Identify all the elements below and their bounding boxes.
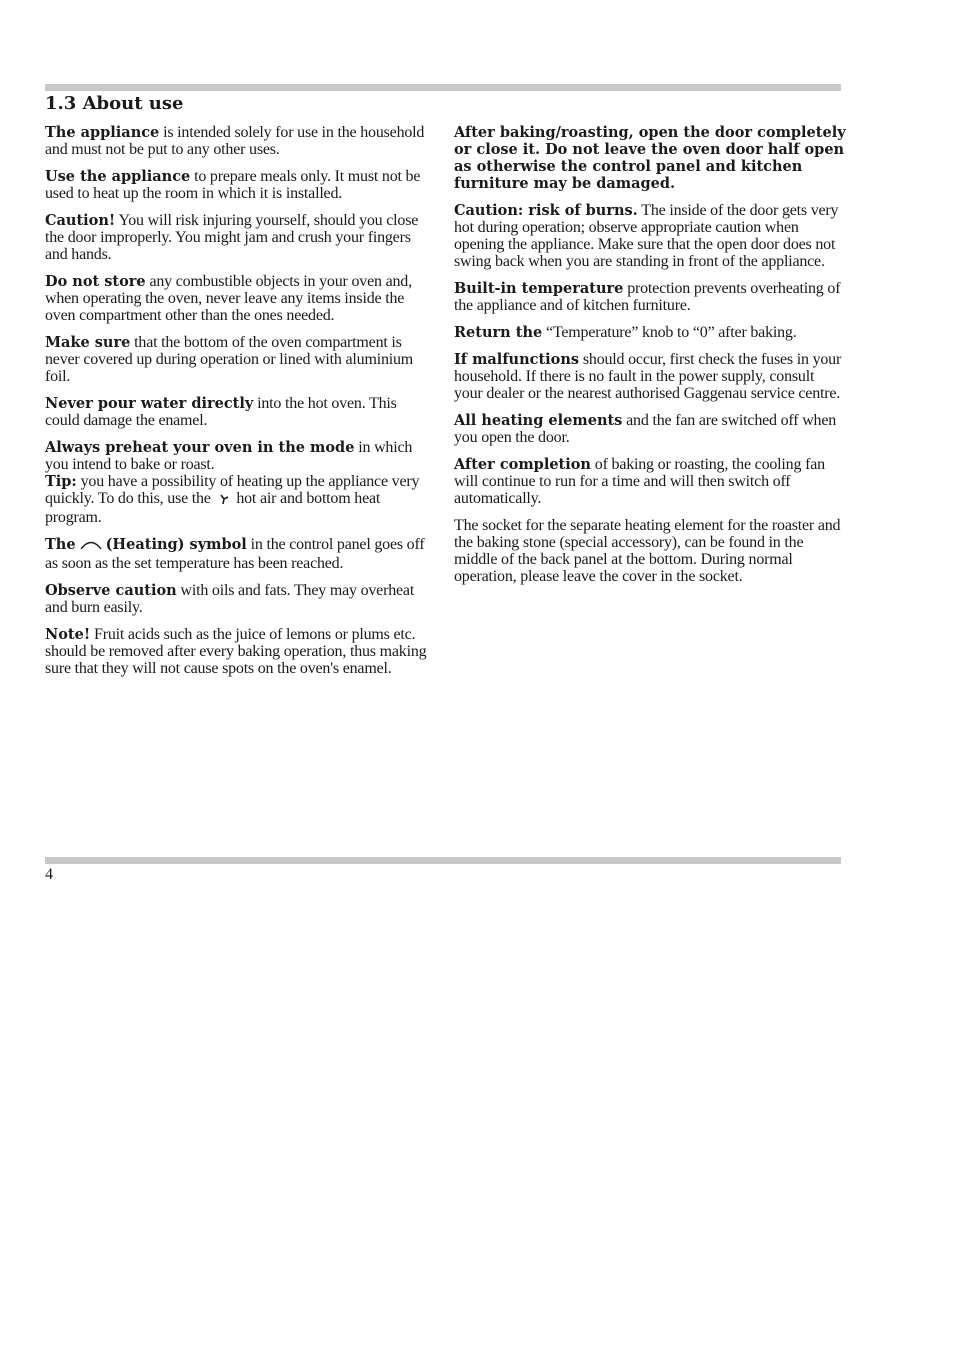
paragraph-risk-of-burns: Caution: risk of burns. The inside of the door gets very hot during operation; observe appropriate caution when opening the appliance. Make sure that the open door does not swing back when you are standing in front of the appliance.: [454, 202, 839, 270]
right-column: [454, 124, 846, 595]
paragraph-make-sure: Make sure that the bottom of the oven compartment is never covered up during operation or lined with aluminium foil.: [45, 334, 414, 385]
fan-heat-icon: [218, 492, 230, 509]
paragraph-return-knob: Return the “Temperature” knob to “0” after baking.: [454, 324, 797, 341]
bottom-rule: [45, 857, 841, 864]
paragraph-heating-symbol: The (Heating) symbol in the control panel goes off as soon as the set temperature has been reached.: [45, 536, 425, 572]
paragraph-built-in-temperature: Built-in temperature protection prevents overheating of the appliance and of kitchen furniture.: [454, 280, 841, 314]
paragraph-appliance: The appliance is intended solely for use in the household and must not be put to any other uses.: [45, 124, 425, 158]
paragraph-caution: Caution! You will risk injuring yourself, should you close the door improperly. You might jam and crush your fingers and hands.: [45, 212, 419, 263]
paragraph-door-warning: After baking/roasting, open the door completely or close it. Do not leave the oven door half open as otherwise the control panel and kitchen furniture may be damaged.: [454, 124, 846, 192]
paragraph-note: Note! Fruit acids such as the juice of lemons or plums etc. should be removed after every baking operation, thus making sure that they will not cause spots on the oven's enamel.: [45, 626, 427, 677]
top-rule: [45, 84, 841, 91]
heating-symbol-icon: [79, 538, 103, 555]
paragraph-malfunctions: If malfunctions should occur, first check the fuses in your household. If there is no fault in the power supply, consult your dealer or the nearest authorised Gaggenau service centre.: [454, 351, 842, 402]
left-column: [45, 124, 433, 687]
page-number: 4: [45, 866, 53, 883]
paragraph-after-completion: After completion of baking or roasting, the cooling fan will continue to run for a time and will then switch off automatically.: [454, 456, 825, 507]
paragraph-preheat: Always preheat your oven in the mode in which you intend to bake or roast.: [45, 439, 413, 473]
paragraph-use: Use the appliance to prepare meals only. It must not be used to heat up the room in which it is installed.: [45, 168, 421, 202]
section-title: 1.3 About use: [45, 93, 184, 114]
paragraph-never-pour: Never pour water directly into the hot oven. This could damage the enamel.: [45, 395, 397, 429]
paragraph-do-not-store: Do not store any combustible objects in your oven and, when operating the oven, never leave any items inside the oven compartment other than the ones needed.: [45, 273, 412, 324]
paragraph-tip: Tip: you have a possibility of heating up the appliance very quickly. To do this, use the hot air and bottom heat program.: [45, 473, 420, 526]
paragraph-heating-elements: All heating elements and the fan are switched off when you open the door.: [454, 412, 837, 446]
paragraph-observe-caution: Observe caution with oils and fats. They may overheat and burn easily.: [45, 582, 415, 616]
paragraph-socket: The socket for the separate heating element for the roaster and the baking stone (special accessory), can be found in the middle of the back panel at the bottom. During normal operation, please leave the cover in the socket.: [454, 517, 841, 585]
